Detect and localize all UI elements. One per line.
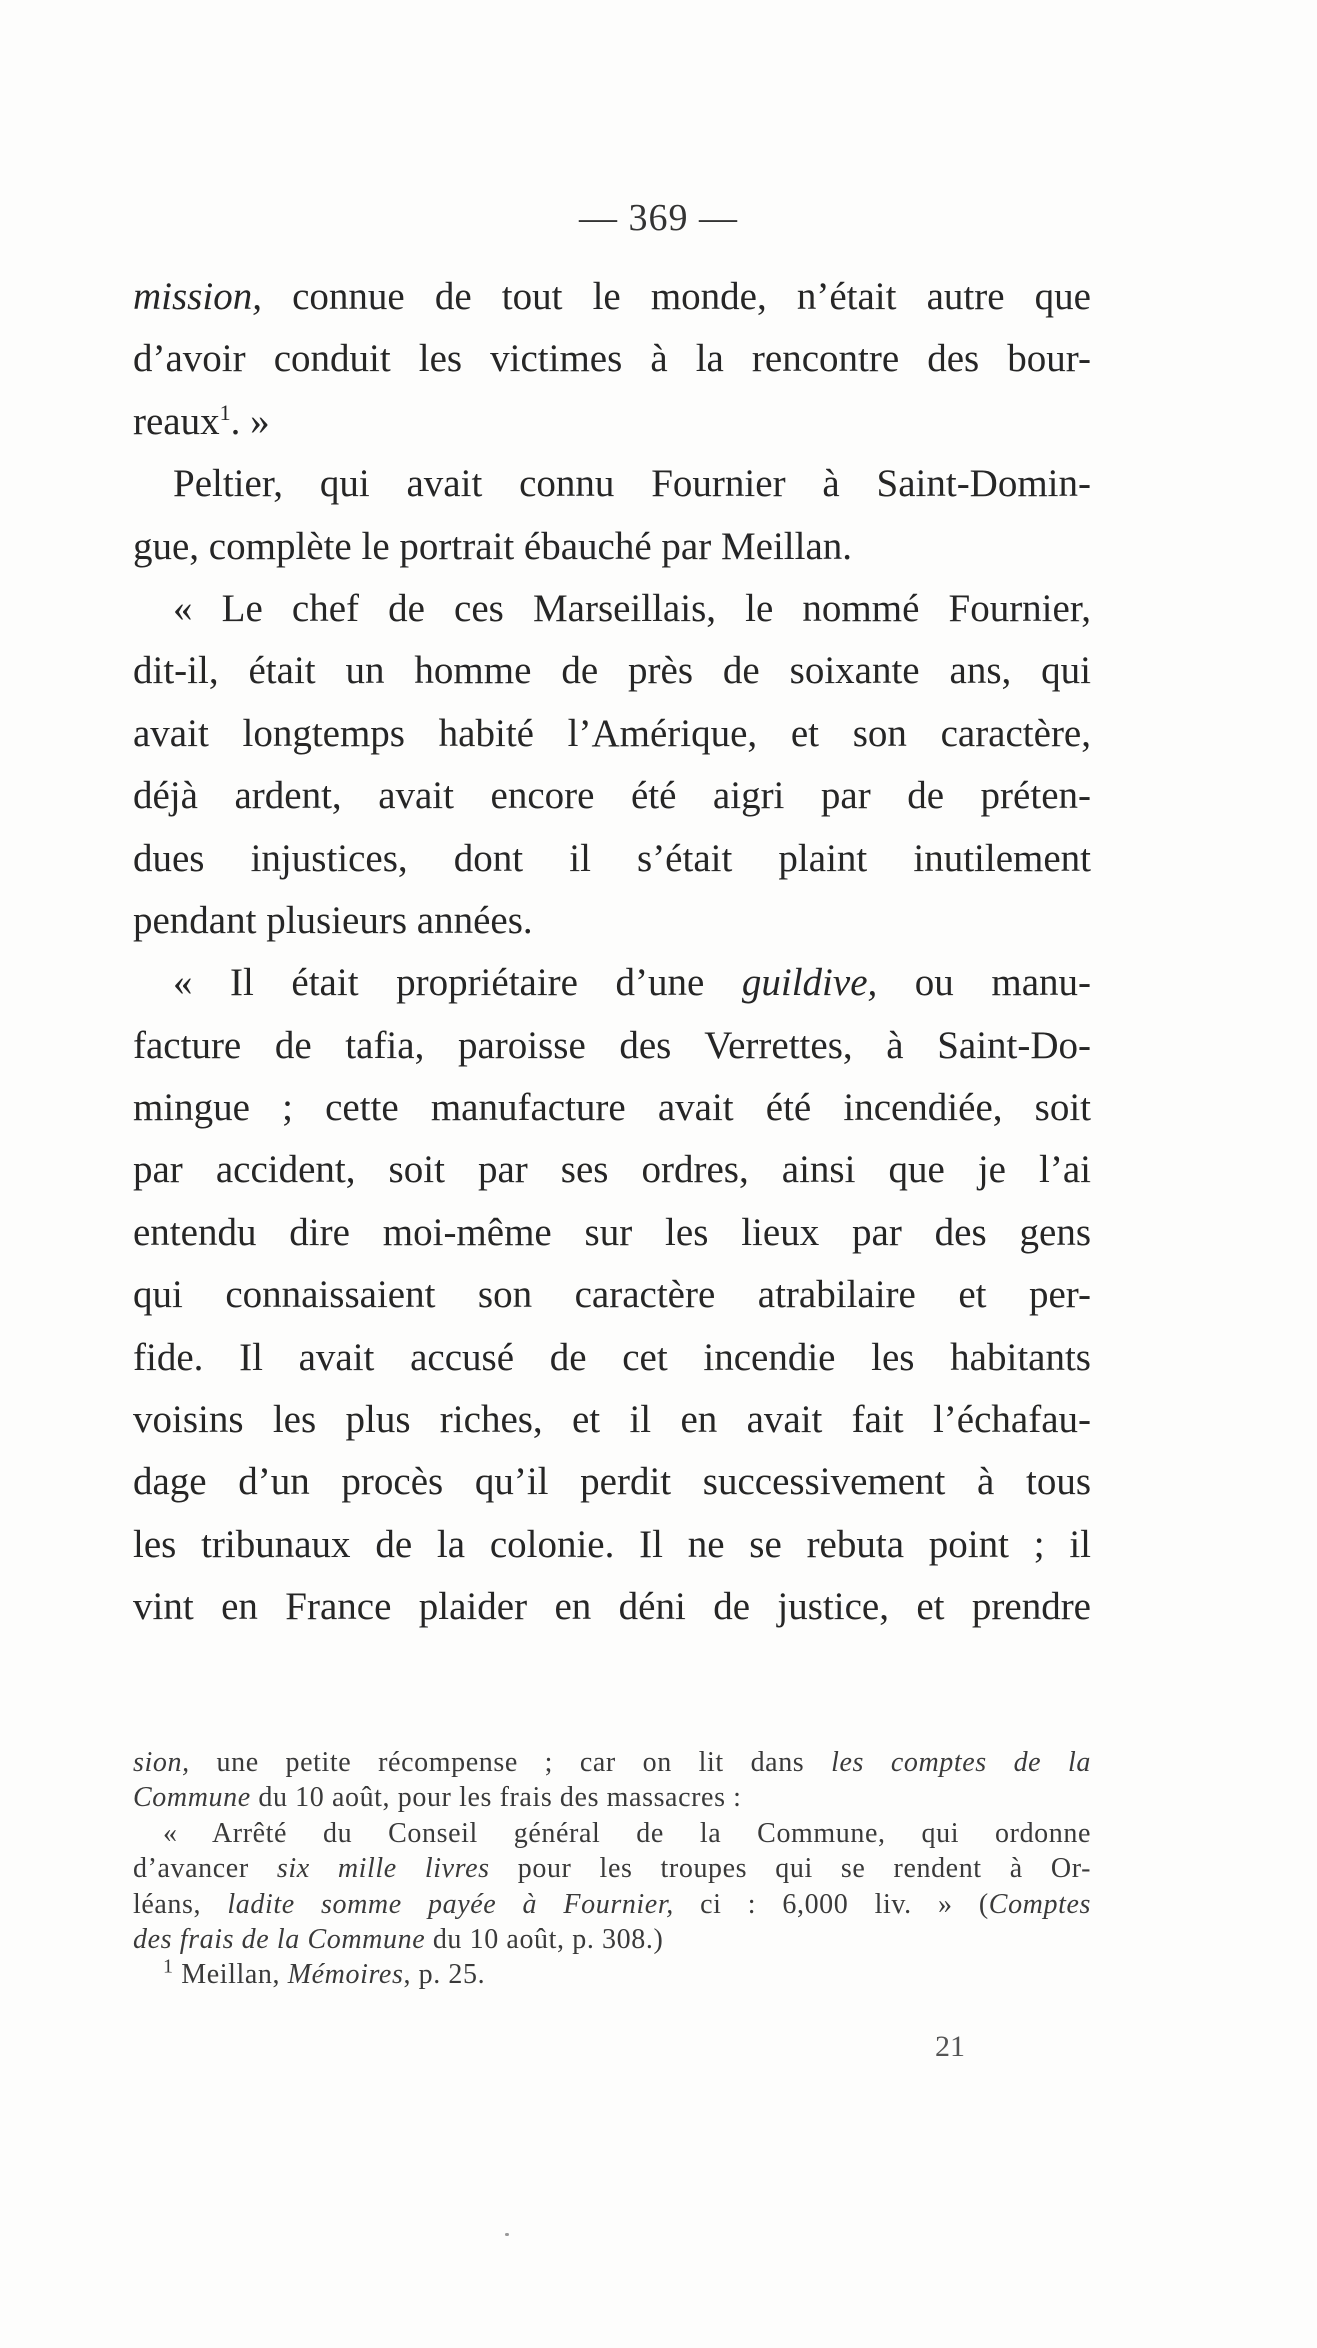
- text-line: « Le chef de ces Marseillais, le nommé Fournier,: [173, 586, 1091, 630]
- footnotes: [133, 1745, 1091, 1993]
- text-line: vint en France plaider en déni de justice, et prendre: [133, 1585, 1091, 1629]
- text-line: dues injustices, dont il s’était plaint inutilement: [133, 836, 1091, 880]
- text-line: gue, complète le portrait ébauché par Meillan.: [133, 524, 853, 568]
- text-line: qui connaissaient son caractère atrabilaire et per-: [133, 1273, 1091, 1317]
- text-fragment: connue de tout le monde, n’était autre que: [261, 275, 1091, 318]
- italic-word: mission,: [133, 275, 262, 318]
- text-line: mingue ; cette manufacture avait été incendiée, soit: [133, 1086, 1091, 1130]
- text-line: pendant plusieurs années.: [133, 898, 533, 942]
- text-fragment: reaux: [133, 399, 220, 443]
- text-line: Peltier, qui avait connu Fournier à Saint-Domin-: [173, 462, 1091, 506]
- text-fragment: Meillan,: [173, 1959, 288, 1991]
- italic-word: Mémoires: [287, 1959, 404, 1991]
- text-fragment: pour les troupes qui se rendent à Or-: [489, 1853, 1091, 1885]
- italic-word: sion,: [133, 1747, 190, 1778]
- text-fragment: . »: [230, 399, 270, 443]
- text-fragment: « Il était propriétaire d’une: [173, 961, 742, 1005]
- footnote-line: [133, 1887, 1091, 1922]
- footnote-line: « Arrêté du Conseil général de la Commune, qui ordonne: [163, 1817, 1091, 1849]
- main-text: [133, 266, 1091, 1639]
- text-fragment: ou manu-: [877, 961, 1091, 1005]
- text-line: dage d’un procès qu’il perdit successivement à tous: [133, 1460, 1091, 1504]
- text-line: [133, 266, 1091, 328]
- text-line: voisins les plus riches, et il en avait fait l’échafau-: [133, 1398, 1091, 1442]
- signature-mark: 21: [935, 2030, 965, 2063]
- page-number-header: — 369 —: [579, 197, 738, 239]
- italic-word: des frais de la Commune: [133, 1923, 426, 1955]
- text-line: avait longtemps habité l’Amérique, et son caractère,: [133, 711, 1091, 755]
- text-fragment: , p. 25.: [403, 1959, 486, 1991]
- text-line: déjà ardent, avait encore été aigri par de préten-: [133, 774, 1091, 818]
- footnote-line: [133, 1922, 1091, 1957]
- footnote-line: [133, 1780, 1091, 1815]
- italic-word: ladite somme payée à Fournier,: [227, 1888, 674, 1920]
- italic-word: Commune: [133, 1782, 251, 1814]
- footnote-line: [133, 1851, 1091, 1886]
- text-fragment: léans,: [133, 1888, 228, 1920]
- footnote-line: [133, 1745, 1091, 1780]
- text-fragment: ci : 6,000 liv. » (: [673, 1888, 989, 1920]
- italic-word: les comptes de la: [831, 1747, 1091, 1778]
- italic-word: six mille livres: [276, 1853, 490, 1885]
- footnote-number: 1: [163, 1956, 174, 1979]
- text-fragment: du 10 août, p. 308.): [425, 1923, 664, 1955]
- italic-word: guildive,: [741, 961, 878, 1005]
- text-line: [133, 952, 1091, 1014]
- text-fragment: d’avancer: [133, 1853, 277, 1885]
- text-fragment: du 10 août, pour les frais des massacres :: [250, 1782, 742, 1814]
- text-line: entendu dire moi-même sur les lieux par des gens: [133, 1210, 1091, 1254]
- text-line: facture de tafia, paroisse des Verrettes, à Saint-Do-: [133, 1023, 1091, 1067]
- footnote-line: [133, 1957, 1091, 1992]
- text-line: [133, 391, 1091, 453]
- text-fragment: une petite récompense ; car on lit dans: [189, 1747, 832, 1778]
- text-line: par accident, soit par ses ordres, ainsi que je l’ai: [133, 1148, 1091, 1192]
- text-line: fide. Il avait accusé de cet incendie les habitants: [133, 1335, 1091, 1379]
- text-line: les tribunaux de la colonie. Il ne se rebuta point ; il: [133, 1522, 1091, 1566]
- text-line: dit-il, était un homme de près de soixante ans, qui: [133, 649, 1091, 693]
- footnote-reference[interactable]: 1: [219, 399, 231, 425]
- text-line: d’avoir conduit les victimes à la rencontre des bour-: [133, 337, 1091, 381]
- paper-speck: [505, 2233, 509, 2236]
- italic-word: Comptes: [988, 1888, 1091, 1920]
